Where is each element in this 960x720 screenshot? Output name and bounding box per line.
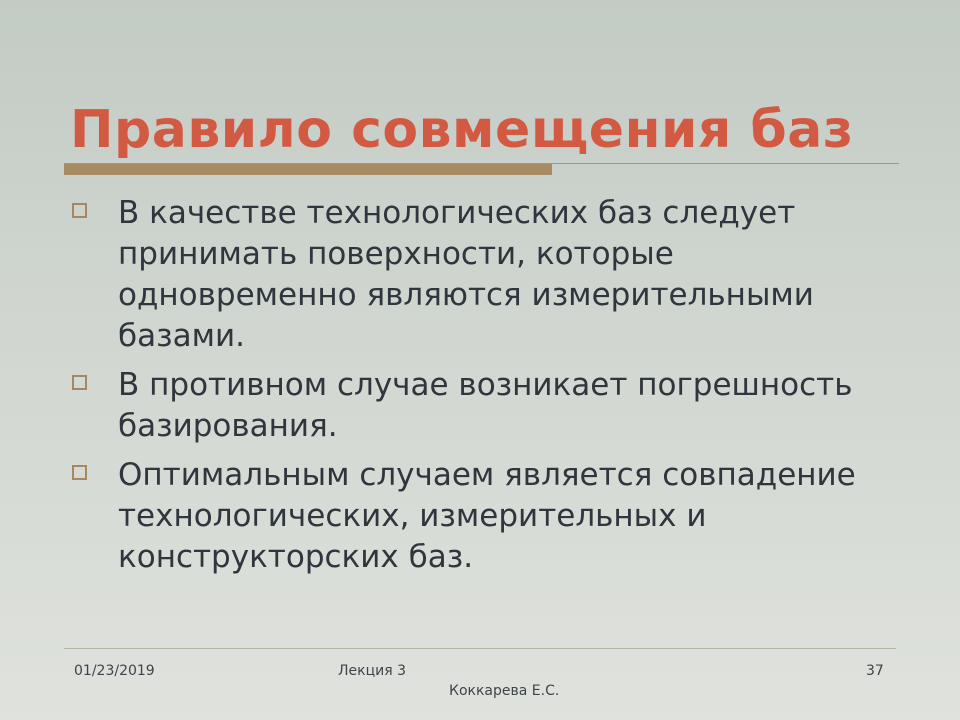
bullet-item	[72, 455, 892, 578]
footer-page-number: 37	[866, 663, 884, 679]
bullet-text: В противном случае возникает погрешность базирования.	[118, 367, 853, 444]
bullet-text: В качестве технологических баз следует принимать поверхности, которые одновременно являются измерительными базами.	[118, 195, 814, 354]
square-bullet-icon	[72, 465, 87, 480]
footer-date: 01/23/2019	[74, 663, 155, 679]
bullet-item	[72, 365, 892, 447]
footer-author: Коккарева Е.С.	[449, 683, 560, 699]
slide-title: Правило совмещения баз	[70, 100, 854, 160]
bullet-list	[72, 193, 892, 586]
bullet-item	[72, 193, 892, 357]
square-bullet-icon	[72, 375, 87, 390]
footer-divider-line	[64, 648, 896, 649]
bullet-text: Оптимальным случаем является совпадение технологических, измерительных и конструкторских баз.	[118, 457, 856, 575]
square-bullet-icon	[72, 203, 87, 218]
footer-lecture: Лекция 3	[338, 663, 407, 679]
title-accent-bar	[64, 164, 552, 175]
